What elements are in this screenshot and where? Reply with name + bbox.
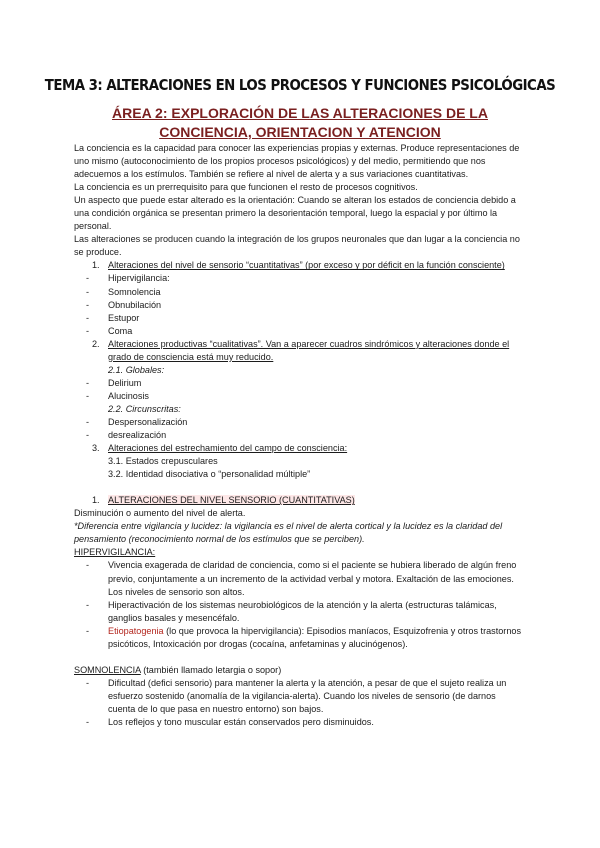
section-heading (74, 494, 524, 507)
somnolencia-label: SOMNOLENCIA (74, 664, 141, 675)
list-item (74, 312, 524, 325)
list-item (74, 390, 524, 403)
list-item (74, 299, 524, 312)
bullet-dash: - (86, 325, 90, 336)
item-number: 2. (92, 338, 100, 349)
paragraph: Un aspecto que puede estar alterado es la orientación: Cuando se alteran los estados de conciencia debido a una condición orgánica se presentan primero la desorientación temporal, luego la espacial y por último la personal. (74, 195, 516, 232)
list-item-text: Despersonalización (108, 416, 188, 427)
list-item-text: Delirium (108, 377, 142, 388)
list-item-rest: (lo que provoca la hipervigilancia): Episodios maníacos, Esquizofrenia y otros trastornos psicóticos, Intoxicación por drogas (cocaína, anfetaminas y alucinógenos). (108, 625, 521, 649)
paragraph: Las alteraciones se producen cuando la integración de los grupos neuronales que dan lugar a la conciencia no se produce. (74, 234, 520, 258)
list-item (74, 286, 524, 299)
item-text: Alteraciones del nivel de sensorio “cuantitativas” (por exceso y por déficit en la función consciente) (108, 260, 505, 271)
item-number: 1. (92, 260, 100, 271)
list-item (74, 416, 524, 429)
subitem: 3.2. Identidad disociativa o “personalidad múltiple” (108, 469, 311, 480)
bullet-dash: - (86, 416, 90, 427)
bullet-dash: - (86, 273, 90, 284)
bullet-dash: - (86, 312, 90, 323)
bullet-dash: - (86, 430, 90, 441)
section-heading-text: ALTERACIONES DEL NIVEL SENSORIO (CUANTITATIVAS) (108, 495, 355, 506)
numbered-item (74, 338, 524, 364)
subitem: 3.1. Estados crepusculares (108, 456, 218, 467)
bullet-dash: - (86, 677, 90, 688)
bullet-dash: - (86, 716, 90, 727)
document-body (74, 142, 524, 729)
list-item (74, 377, 524, 390)
item-text: Alteraciones productivas “cualitativas”. Van a aparecer cuadros sindrómicos y alteraciones donde el grado de consciencia está muy reducido. (108, 338, 510, 362)
list-item-text (74, 625, 524, 651)
subtitle-line-2: CONCIENCIA, ORIENTACION Y ATENCION (159, 124, 441, 140)
list-item (74, 716, 524, 729)
list-item (74, 677, 524, 716)
spacer (74, 481, 524, 494)
bullet-dash: - (86, 599, 90, 610)
list-item-text: Hipervigilancia: (108, 273, 170, 284)
list-item (74, 559, 524, 598)
list-item (74, 625, 524, 651)
section-number: 1. (92, 495, 100, 506)
list-item (74, 272, 524, 285)
bullet-dash: - (86, 377, 90, 388)
list-item-text: Alucinosis (108, 390, 149, 401)
page-title: TEMA 3: ALTERACIONES EN LOS PROCESOS Y FUNCIONES PSICOLÓGICAS (44, 76, 556, 94)
numbered-item (74, 259, 524, 272)
section-subtitle (60, 104, 540, 142)
list-item-text: Estupor (108, 312, 140, 323)
spacer (74, 651, 524, 664)
bullet-dash: - (86, 560, 90, 571)
paragraph: La conciencia es la capacidad para conocer las experiencias propias y externas. Produce representaciones de uno mismo (autoconocimiento de los propios procesos psicológicos) y del medio, permitiendo que nos adecuemos a los estímulos. También se refiere al nivel de alerta y a sus variaciones cuantitativas. (74, 143, 520, 180)
list-item-text: Vivencia exagerada de claridad de conciencia, como si el paciente se hubiera liberado de algún freno previo, conjuntamente a un incremento de la actividad verbal y motora. Exaltación de las emociones. Los niveles de sensorio son altos. (108, 560, 517, 597)
bullet-dash: - (86, 390, 90, 401)
subheading: 2.1. Globales: (108, 364, 165, 375)
list-item-text: Dificultad (defici sensorio) para mantener la alerta y la atención, a pesar de que el sujeto realiza un esfuerzo sostenido (anomalía de la vigilancia-alerta). Cuando los niveles de sensorio (de darnos cuenta de lo que pasa en nuestro entorno) son bajos. (108, 677, 507, 714)
note: *Diferencia entre vigilancia y lucidez: la vigilancia es el nivel de alerta cortical y la lucidez es la claridad del pensamiento (reconocimiento normal de los estímulos que se perciben). (74, 521, 503, 545)
list-item-text: Coma (108, 325, 133, 336)
numbered-item (74, 442, 524, 455)
list-item-text: Somnolencia (108, 286, 161, 297)
item-number: 3. (92, 443, 100, 454)
paragraph: La conciencia es un prerrequisito para que funcionen el resto de procesos cognitivos. (74, 182, 418, 193)
list-item-text: Los reflejos y tono muscular están conservados pero disminuidos. (108, 716, 374, 727)
paragraph: Disminución o aumento del nivel de alerta. (74, 508, 246, 519)
list-item (74, 599, 524, 625)
bullet-dash: - (86, 299, 90, 310)
list-item-text: desrealización (108, 430, 167, 441)
bullet-dash: - (86, 286, 90, 297)
etiopatogenia-label: Etiopatogenia (108, 625, 164, 636)
subheading: 2.2. Circunscritas: (108, 403, 181, 414)
list-item (74, 429, 524, 442)
bullet-dash: - (86, 625, 90, 636)
item-text: Alteraciones del estrechamiento del campo de consciencia: (108, 443, 348, 454)
subtitle-line-1: ÁREA 2: EXPLORACIÓN DE LAS ALTERACIONES DE LA (112, 105, 488, 121)
heading-hipervigilancia: HIPERVIGILANCIA: (74, 547, 156, 558)
list-item-text: Obnubilación (108, 299, 162, 310)
list-item (74, 325, 524, 338)
somnolencia-note: (también llamado letargia o sopor) (140, 664, 282, 675)
list-item-text: Hiperactivación de los sistemas neurobiológicos de la atención y la alerta (estructuras talámicas, ganglios basales y mesencéfalo. (108, 599, 497, 623)
heading-somnolencia (74, 664, 524, 677)
